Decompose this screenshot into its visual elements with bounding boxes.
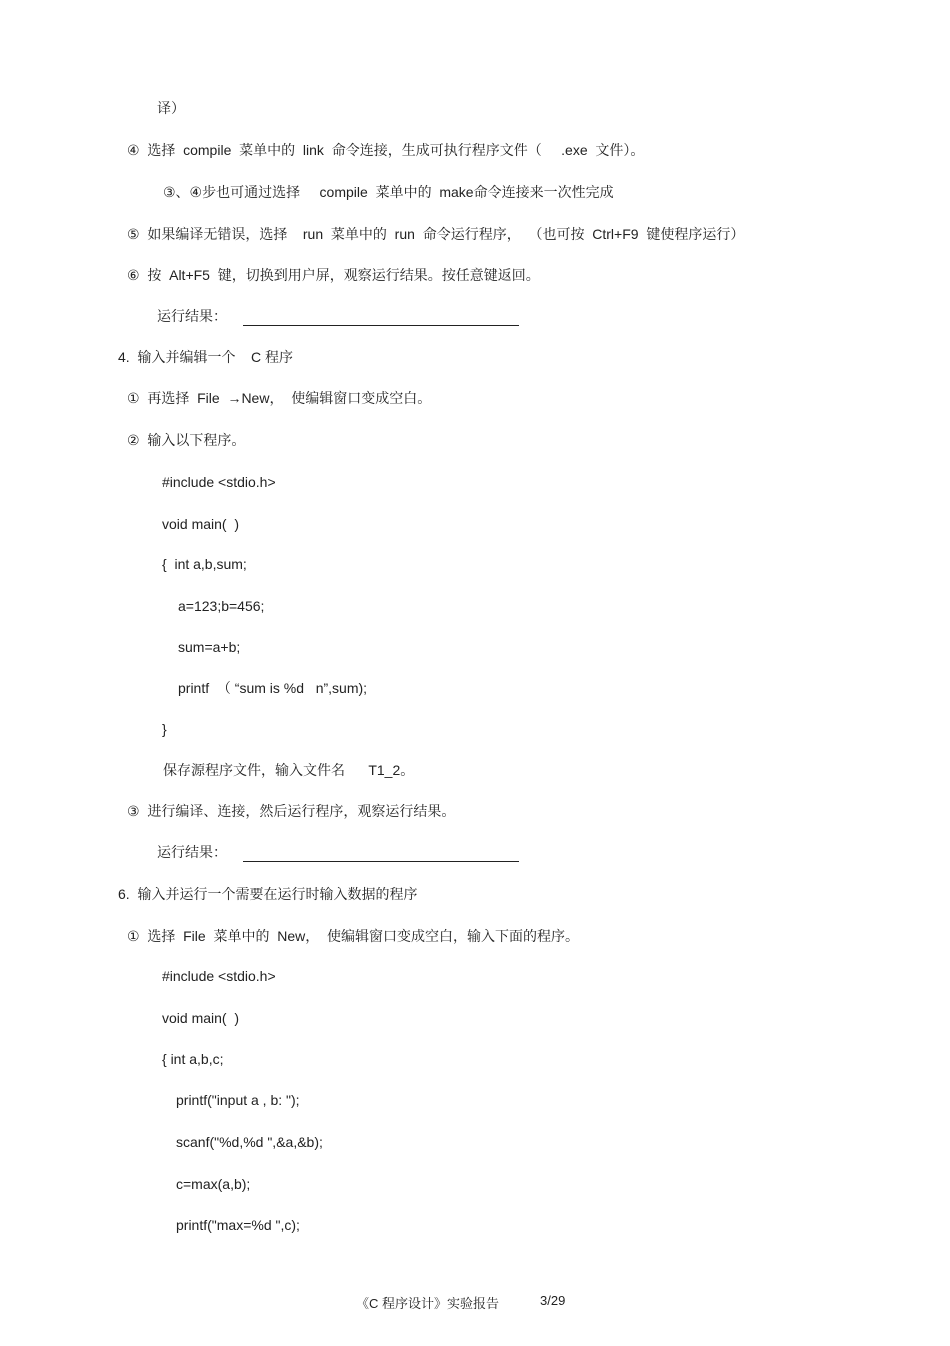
- footer-title: 《C 程序设计》实验报告: [356, 1296, 500, 1311]
- result-label: 运行结果：: [157, 844, 227, 860]
- page-number: 3/29: [540, 1293, 566, 1308]
- step-5-line: ⑤ 如果编译无错误，选择 run 菜单中的 run 命令运行程序， （也可按 Ctrl+F9 键使程序运行）: [127, 226, 745, 242]
- code-line: printf （ “sum is %d n”,sum);: [178, 680, 368, 696]
- text-line: 保存源程序文件，输入文件名 T1_2。: [163, 762, 415, 778]
- result-blank-rule: [243, 325, 519, 326]
- code-line: printf("max=%d ",c);: [176, 1217, 300, 1233]
- result-blank-rule: [243, 861, 519, 862]
- code-line: c=max(a,b);: [176, 1176, 251, 1192]
- code-line: void main( ): [162, 1010, 240, 1026]
- section-heading: 6. 输入并运行一个需要在运行时输入数据的程序: [118, 886, 418, 902]
- code-line: #include <stdio.h>: [162, 474, 276, 490]
- code-line: #include <stdio.h>: [162, 968, 276, 984]
- code-line: a=123;b=456;: [178, 598, 265, 614]
- code-line: void main( ): [162, 516, 240, 532]
- step-6-line: ⑥ 按 Alt+F5 键，切换到用户屏，观察运行结果。按任意键返回。: [127, 267, 540, 283]
- step-1-line: ① 再选择 File →New， 使编辑窗口变成空白。: [127, 390, 432, 406]
- code-line: { int a,b,c;: [162, 1051, 224, 1067]
- step-4-line: ④ 选择 compile 菜单中的 link 命令连接，生成可执行程序文件（ .exe 文件）。: [127, 142, 645, 158]
- step-3-line: ③ 进行编译、连接，然后运行程序，观察运行结果。: [127, 803, 456, 819]
- code-line: { int a,b,sum;: [162, 556, 247, 572]
- text-line: 译）: [157, 100, 185, 116]
- result-label: 运行结果：: [157, 308, 227, 324]
- code-line: }: [162, 721, 167, 737]
- step-1-line: ① 选择 File 菜单中的 New， 使编辑窗口变成空白，输入下面的程序。: [127, 928, 580, 944]
- step-2-line: ② 输入以下程序。: [127, 432, 246, 448]
- code-line: scanf("%d,%d ",&a,&b);: [176, 1134, 323, 1150]
- code-line: sum=a+b;: [178, 639, 241, 655]
- code-line: printf("input a , b: ");: [176, 1092, 300, 1108]
- section-heading: 4. 输入并编辑一个 C 程序: [118, 349, 294, 365]
- note-line: ③、④步也可通过选择 compile 菜单中的 make命令连接来一次性完成: [163, 184, 614, 200]
